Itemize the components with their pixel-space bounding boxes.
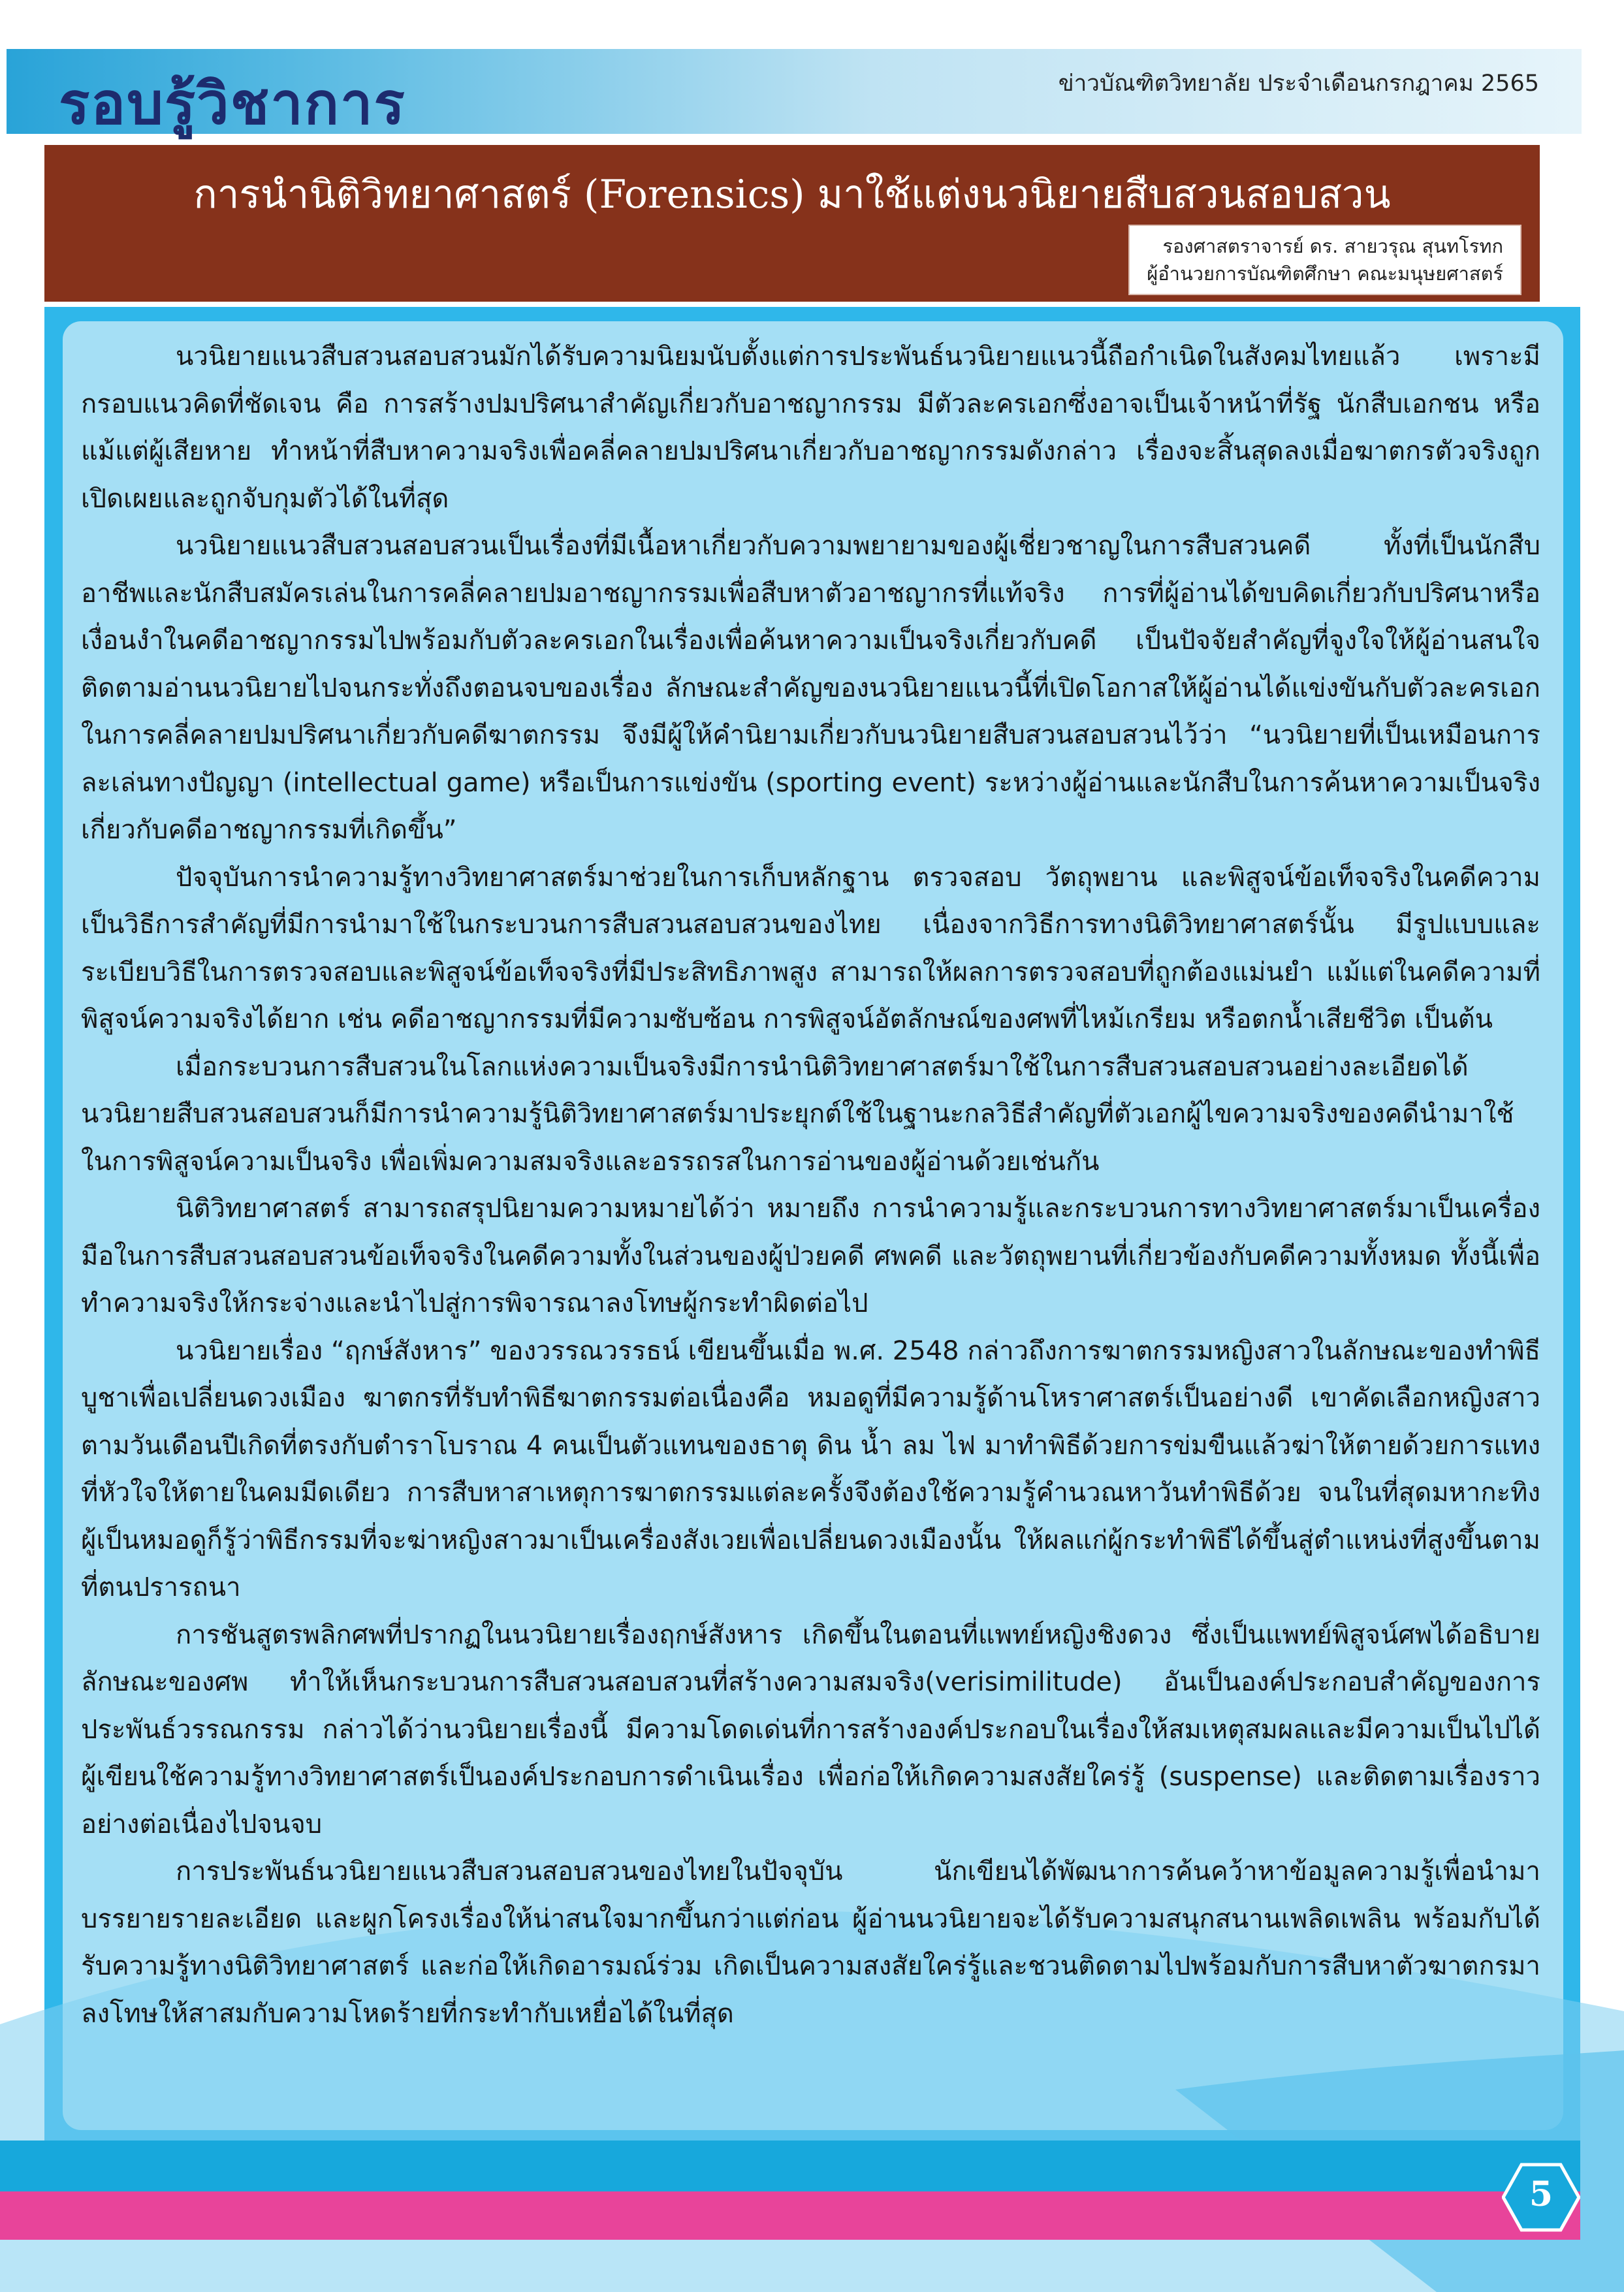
paragraph: นิติวิทยาศาสตร์ สามารถสรุปนิยามความหมายได้ว่า หมายถึง การนำความรู้และกระบวนการทางวิทยาศาสตร์มาเป็นเครื่องมือในการสืบสวนสอบสวนข้อเท็จจริงในคดีความทั้งในส่วนของผู้ป่วยคดี ศพคดี และวัตถุพยานที่เกี่ยวข้องกับคดีความทั้งหมด ทั้งนี้เพื่อทำความจริงให้กระจ่างและนำไปสู่การพิจารณาลงโทษผู้กระทำผิดต่อไป	[81, 1194, 1540, 1318]
paragraph: นวนิยายเรื่อง “ฤกษ์สังหาร” ของวรรณวรรธน์ เขียนขึ้นเมื่อ พ.ศ. 2548 กล่าวถึงการฆาตกรรมหญิงสาวในลักษณะของทำพิธีบูชาเพื่อเปลี่ยนดวงเมือง ฆาตกรที่รับทำพิธีฆาตกรรมต่อเนื่องคือ หมอดูที่มีความรู้ด้านโหราศาสตร์เป็นอย่างดี เขาคัดเลือกหญิงสาวตามวันเดือนปีเกิดที่ตรงกับตำราโบราณ 4 คนเป็นตัวแทนของธาตุ ดิน น้ำ ลม ไฟ มาทำพิธีด้วยการข่มขืนแล้วฆ่าให้ตายด้วยการแทงที่หัวใจให้ตายในคมมีดเดียว การสืบหาสาเหตุการฆาตกรรมแต่ละครั้งจึงต้องใช้ความรู้คำนวณหาวันทำพิธีด้วย จนในที่สุดมหากะทิง ผู้เป็นหมอดูก็รู้ว่าพิธีกรรมที่จะฆ่าหญิงสาวมาเป็นเครื่องสังเวยเพื่อเปลี่ยนดวงเมืองนั้น ให้ผลแก่ผู้กระทำพิธีได้ขึ้นสู่ตำแหน่งที่สูงขึ้นตามที่ตนปรารถนา	[81, 1335, 1540, 1602]
paragraph: การชันสูตรพลิกศพที่ปรากฏในนวนิยายเรื่องฤกษ์สังหาร เกิดขึ้นในตอนที่แพทย์หญิงชิงดวง ซึ่งเป็นแพทย์พิสูจน์ศพได้อธิบายลักษณะของศพ ทำให้เห็นกระบวนการสืบสวนสอบสวนที่สร้างความสมจริง(verisimilitude) อันเป็นองค์ประกอบสำคัญของการประพันธ์วรรณกรรม กล่าวได้ว่านวนิยายเรื่องนี้ มีความโดดเด่นที่การสร้างองค์ประกอบในเรื่องให้สมเหตุสมผลและมีความเป็นไปได้ ผู้เขียนใช้ความรู้ทางวิทยาศาสตร์เป็นองค์ประกอบการดำเนินเรื่อง เพื่อก่อให้เกิดความสงสัยใคร่รู้ (suspense) และติดตามเรื่องราวอย่างต่อเนื่องไปจนจบ	[81, 1619, 1540, 1839]
article-body	[81, 333, 1540, 2037]
page-number: 5	[1529, 2174, 1553, 2214]
paragraph: นวนิยายแนวสืบสวนสอบสวนมักได้รับความนิยมนับตั้งแต่การประพันธ์นวนิยายแนวนี้ถือกำเนิดในสังคมไทยแล้ว เพราะมีกรอบแนวคิดที่ชัดเจน คือ การสร้างปมปริศนาสำคัญเกี่ยวกับอาชญากรรม มีตัวละครเอกซึ่งอาจเป็นเจ้าหน้าที่รัฐ นักสืบเอกชน หรือแม้แต่ผู้เสียหาย ทำหน้าที่สืบหาความจริงเพื่อคลี่คลายปมปริศนาเกี่ยวกับอาชญากรรมดังกล่าว เรื่องจะสิ้นสุดลงเมื่อฆาตกรตัวจริงถูกเปิดเผยและถูกจับกุมตัวได้ในที่สุด	[81, 342, 1540, 514]
footer-blue-band	[0, 2141, 1580, 2191]
section-title: รอบรู้วิชาการ	[59, 70, 406, 137]
paragraph: ปัจจุบันการนำความรู้ทางวิทยาศาสตร์มาช่วยในการเก็บหลักฐาน ตรวจสอบ วัตถุพยาน และพิสูจน์ข้อเท็จจริงในคดีความ เป็นวิธีการสำคัญที่มีการนำมาใช้ในกระบวนการสืบสวนสอบสวนของไทย เนื่องจากวิธีการทางนิติวิทยาศาสตร์นั้น มีรูปแบบและระเบียบวิธีในการตรวจสอบและพิสูจน์ข้อเท็จจริงที่มีประสิทธิภาพสูง สามารถให้ผลการตรวจสอบที่ถูกต้องแม่นยำ แม้แต่ในคดีความที่พิสูจน์ความจริงได้ยาก เช่น คดีอาชญากรรมที่มีความซับซ้อน การพิสูจน์อัตลักษณ์ของศพที่ไหม้เกรียม หรือตกน้ำเสียชีวิต เป็นต้น	[81, 862, 1540, 1034]
article-title: การนำนิติวิทยาศาสตร์ (Forensics) มาใช้แต่งนวนิยายสืบสวนสอบสวน	[193, 172, 1391, 217]
footer-pink-band	[0, 2191, 1580, 2240]
author-position: ผู้อำนวยการบัณฑิตศึกษา คณะมนุษยศาสตร์	[1147, 263, 1503, 285]
paragraph: เมื่อกระบวนการสืบสวนในโลกแห่งความเป็นจริงมีการนำนิติวิทยาศาสตร์มาใช้ในการสืบสวนสอบสวนอย่างละเอียดได้ นวนิยายสืบสวนสอบสวนก็มีการนำความรู้นิติวิทยาศาสตร์มาประยุกต์ใช้ในฐานะกลวิธีสำคัญที่ตัวเอกผู้ไขความจริงของคดีนำมาใช้ในการพิสูจน์ความเป็นจริง เพื่อเพิ่มความสมจริงและอรรถรสในการอ่านของผู้อ่านด้วยเช่นกัน	[81, 1051, 1514, 1177]
author-name: รองศาสตราจารย์ ดร. สายวรุณ สุนทโรทก	[1162, 235, 1503, 257]
author-box	[1128, 225, 1521, 295]
issue-line: ข่าวบัณฑิตวิทยาลัย ประจำเดือนกรกฎาคม 2565	[1058, 71, 1539, 97]
article-title-bar	[44, 145, 1540, 302]
paragraph: การประพันธ์นวนิยายแนวสืบสวนสอบสวนของไทยในปัจจุบัน นักเขียนได้พัฒนาการค้นคว้าหาข้อมูลความรู้เพื่อนำมาบรรยายรายละเอียด และผูกโครงเรื่องให้น่าสนใจมากขึ้นกว่าแต่ก่อน ผู้อ่านนวนิยายจะได้รับความสนุกสนานเพลิดเพลิน พร้อมกับได้รับความรู้ทางนิติวิทยาศาสตร์ และก่อให้เกิดอารมณ์ร่วม เกิดเป็นความสงสัยใคร่รู้และชวนติดตามไปพร้อมกับการสืบหาตัวฆาตกรมาลงโทษให้สาสมกับความโหดร้ายที่กระทำกับเหยื่อได้ในที่สุด	[81, 1856, 1540, 2029]
paragraph: นวนิยายแนวสืบสวนสอบสวนเป็นเรื่องที่มีเนื้อหาเกี่ยวกับความพยายามของผู้เชี่ยวชาญในการสืบสวนคดี ทั้งที่เป็นนักสืบอาชีพและนักสืบสมัครเล่นในการคลี่คลายปมอาชญากรรมเพื่อสืบหาตัวอาชญากรที่แท้จริง การที่ผู้อ่านได้ขบคิดเกี่ยวกับปริศนาหรือเงื่อนงำในคดีอาชญากรรมไปพร้อมกับตัวละครเอกในเรื่องเพื่อค้นหาความเป็นจริงเกี่ยวกับคดี เป็นปัจจัยสำคัญที่จูงใจให้ผู้อ่านสนใจติดตามอ่านนวนิยายไปจนกระทั่งถึงตอนจบของเรื่อง ลักษณะสำคัญของนวนิยายแนวนี้ที่เปิดโอกาสให้ผู้อ่านได้แข่งขันกับตัวละครเอกในการคลี่คลายปมปริศนาเกี่ยวกับคดีฆาตกรรม จึงมีผู้ให้คำนิยามเกี่ยวกับนวนิยายสืบสวนสอบสวนไว้ว่า “นวนิยายที่เป็นเหมือนการละเล่นทางปัญญา (intellectual game) หรือเป็นการแข่งขัน (sporting event) ระหว่างผู้อ่านและนักสืบในการค้นหาความเป็นจริงเกี่ยวกับคดีอาชญากรรมที่เกิดขึ้น”	[81, 531, 1540, 845]
